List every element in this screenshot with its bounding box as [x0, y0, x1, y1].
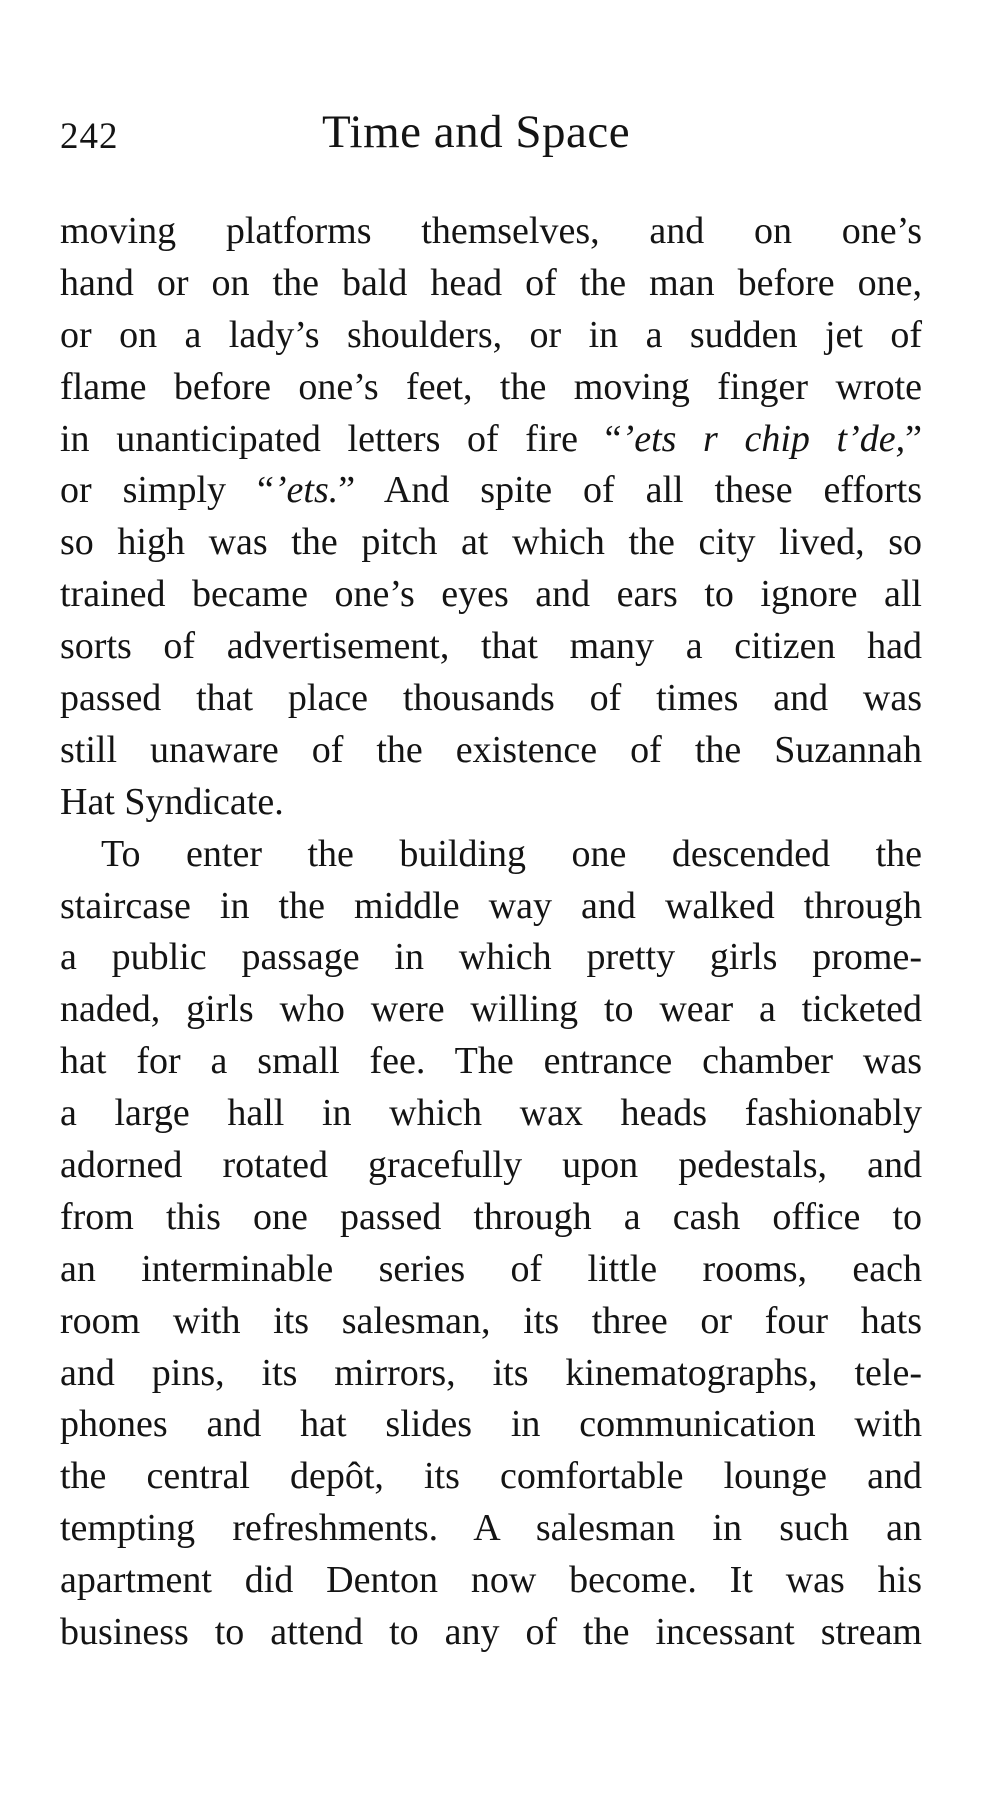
running-head [60, 105, 920, 165]
paragraph-last-line: Hat Syndicate. [60, 780, 284, 823]
text-line: tempting refreshments. A salesman in such an [60, 1507, 922, 1550]
text-line: a large hall in which wax heads fashionably [60, 1092, 922, 1135]
text-segment: ” [905, 417, 922, 460]
text-line: from this one passed through a cash office to [60, 1195, 922, 1238]
text-line: still unaware of the existence of the Suzannah [60, 728, 922, 771]
text-line: hand or on the bald head of the man before one, [60, 261, 922, 304]
text-line: an interminable series of little rooms, each [60, 1247, 922, 1290]
text-line: or on a lady’s shoulders, or in a sudden jet of [60, 313, 922, 356]
text-line: staircase in the middle way and walked through [60, 884, 922, 927]
text-line: moving platforms themselves, and on one’s [60, 210, 922, 252]
text-line: flame before one’s feet, the moving finger wrote [60, 365, 922, 408]
text-segment: or simply “ [60, 469, 274, 512]
body-text [60, 206, 922, 1659]
text-line: room with its salesman, its three or four hats [60, 1299, 922, 1342]
text-line: passed that place thousands of times and was [60, 677, 922, 720]
text-segment: ” And spite of all these efforts [338, 469, 923, 512]
running-title: Time and Space [322, 106, 631, 158]
text-line: business to attend to any of the incessant stream [60, 1611, 922, 1654]
text-line: hat for a small fee. The entrance chamber was [60, 1040, 922, 1083]
text-line [60, 465, 922, 517]
text-line: and pins, its mirrors, its kinematographs, tele- [60, 1351, 922, 1394]
page-number: 242 [60, 116, 119, 157]
text-line: phones and hat slides in communication with [60, 1403, 922, 1446]
text-line [60, 414, 922, 466]
text-line: so high was the pitch at which the city lived, so [60, 521, 922, 564]
text-line: naded, girls who were willing to wear a ticketed [60, 988, 922, 1031]
text-line: a public passage in which pretty girls prome- [60, 936, 922, 979]
text-line: adorned rotated gracefully upon pedestals, and [60, 1144, 922, 1187]
paragraph-first-line: To enter the building one descended the [101, 832, 922, 875]
text-line: apartment did Denton now become. It was his [60, 1559, 922, 1602]
text-line: trained became one’s eyes and ears to ignore all [60, 573, 922, 616]
italic-text: ʼets. [273, 469, 339, 512]
italic-text: ʼets r chip t’de, [621, 417, 906, 460]
text-line: sorts of advertisement, that many a citizen had [60, 625, 922, 668]
text-segment: in unanticipated letters of fire “ [60, 417, 622, 460]
text-line: the central depôt, its comfortable lounge and [60, 1455, 922, 1498]
